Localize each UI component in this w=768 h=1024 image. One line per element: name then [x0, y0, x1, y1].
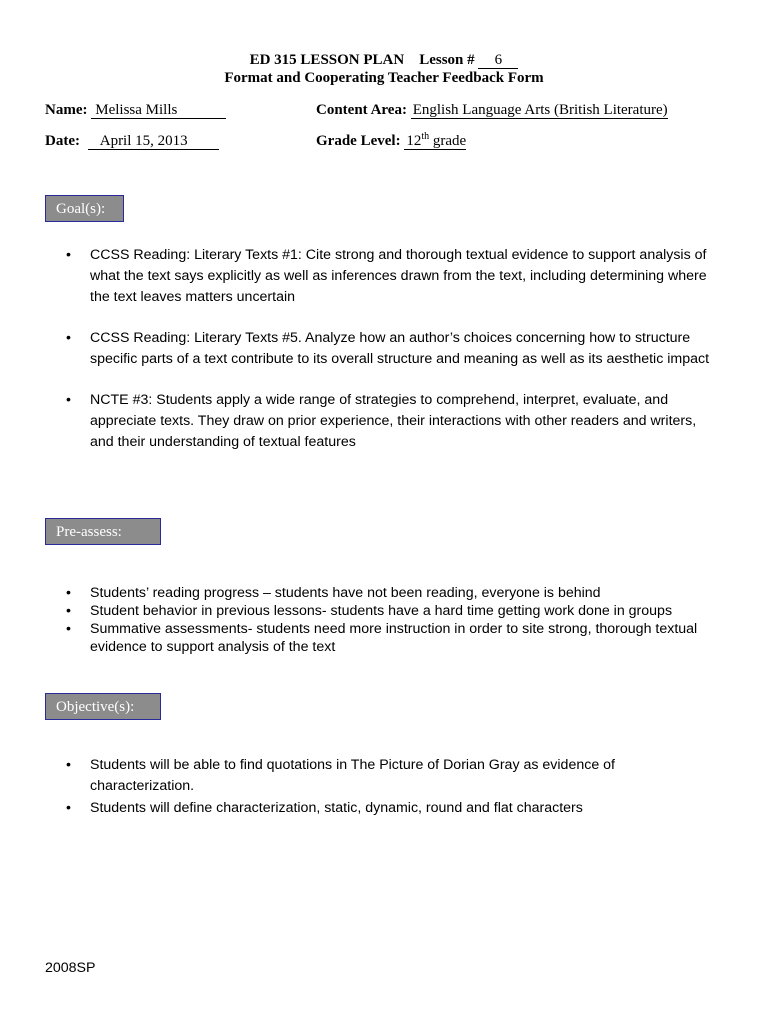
grade-level-value	[404, 131, 467, 150]
grade-level-suffix: th	[421, 131, 430, 142]
grade-level-field	[316, 133, 466, 150]
list-item: • Students will define characterization, static, dynamic, round and flat characters	[66, 798, 716, 819]
list-item: • Students’ reading progress – students have not been reading, everyone is behind	[66, 584, 716, 602]
grade-level-number: 12	[406, 133, 422, 149]
goals-heading: Goal(s):	[45, 195, 124, 222]
lesson-label: Lesson #	[419, 52, 475, 68]
list-item: • Summative assessments- students need more instruction in order to site strong, thorough textual evidence to support analysis of the text	[66, 620, 716, 656]
content-area-field	[316, 102, 668, 119]
form-title	[0, 52, 768, 69]
list-item: • CCSS Reading: Literary Texts #1: Cite strong and thorough textual evidence to support analysis of what the text says explicitly as well as inferences drawn from the text, including determining where the text leaves matters uncertain	[66, 245, 716, 308]
name-label: Name:	[45, 102, 88, 118]
objectives-list	[66, 755, 716, 820]
name-value: Melissa Mills	[91, 103, 226, 119]
grade-level-word: grade	[432, 133, 467, 149]
list-item: • NCTE #3: Students apply a wide range of strategies to comprehend, interpret, evaluate, and appreciate texts. They draw on prior experience, their interactions with other readers and writers, and their understanding of textual features	[66, 390, 716, 453]
form-subtitle: Format and Cooperating Teacher Feedback Form	[224, 70, 544, 86]
list-item: • CCSS Reading: Literary Texts #5. Analyze how an author’s choices concerning how to structure specific parts of a text contribute to its overall structure and meaning as well as its aesthetic impact	[66, 328, 716, 370]
objectives-heading: Objective(s):	[45, 693, 161, 720]
grade-level-label: Grade Level:	[316, 133, 401, 149]
date-field	[45, 133, 219, 150]
preassess-list	[66, 584, 716, 656]
lesson-number: 6	[478, 53, 518, 69]
name-field	[45, 102, 226, 119]
list-item: • Students will be able to find quotations in The Picture of Dorian Gray as evidence of characterization.	[66, 755, 716, 797]
content-area-label: Content Area:	[316, 102, 407, 118]
goals-list	[66, 245, 716, 473]
footer-code: 2008SP	[45, 960, 96, 976]
date-value: April 15, 2013	[88, 134, 219, 150]
form-title-text: ED 315 LESSON PLAN	[249, 52, 405, 68]
list-item: • Student behavior in previous lessons- students have a hard time getting work done in groups	[66, 602, 716, 620]
preassess-heading: Pre-assess:	[45, 518, 161, 545]
content-area-value: English Language Arts (British Literature)	[412, 102, 668, 118]
date-label: Date:	[45, 133, 80, 149]
